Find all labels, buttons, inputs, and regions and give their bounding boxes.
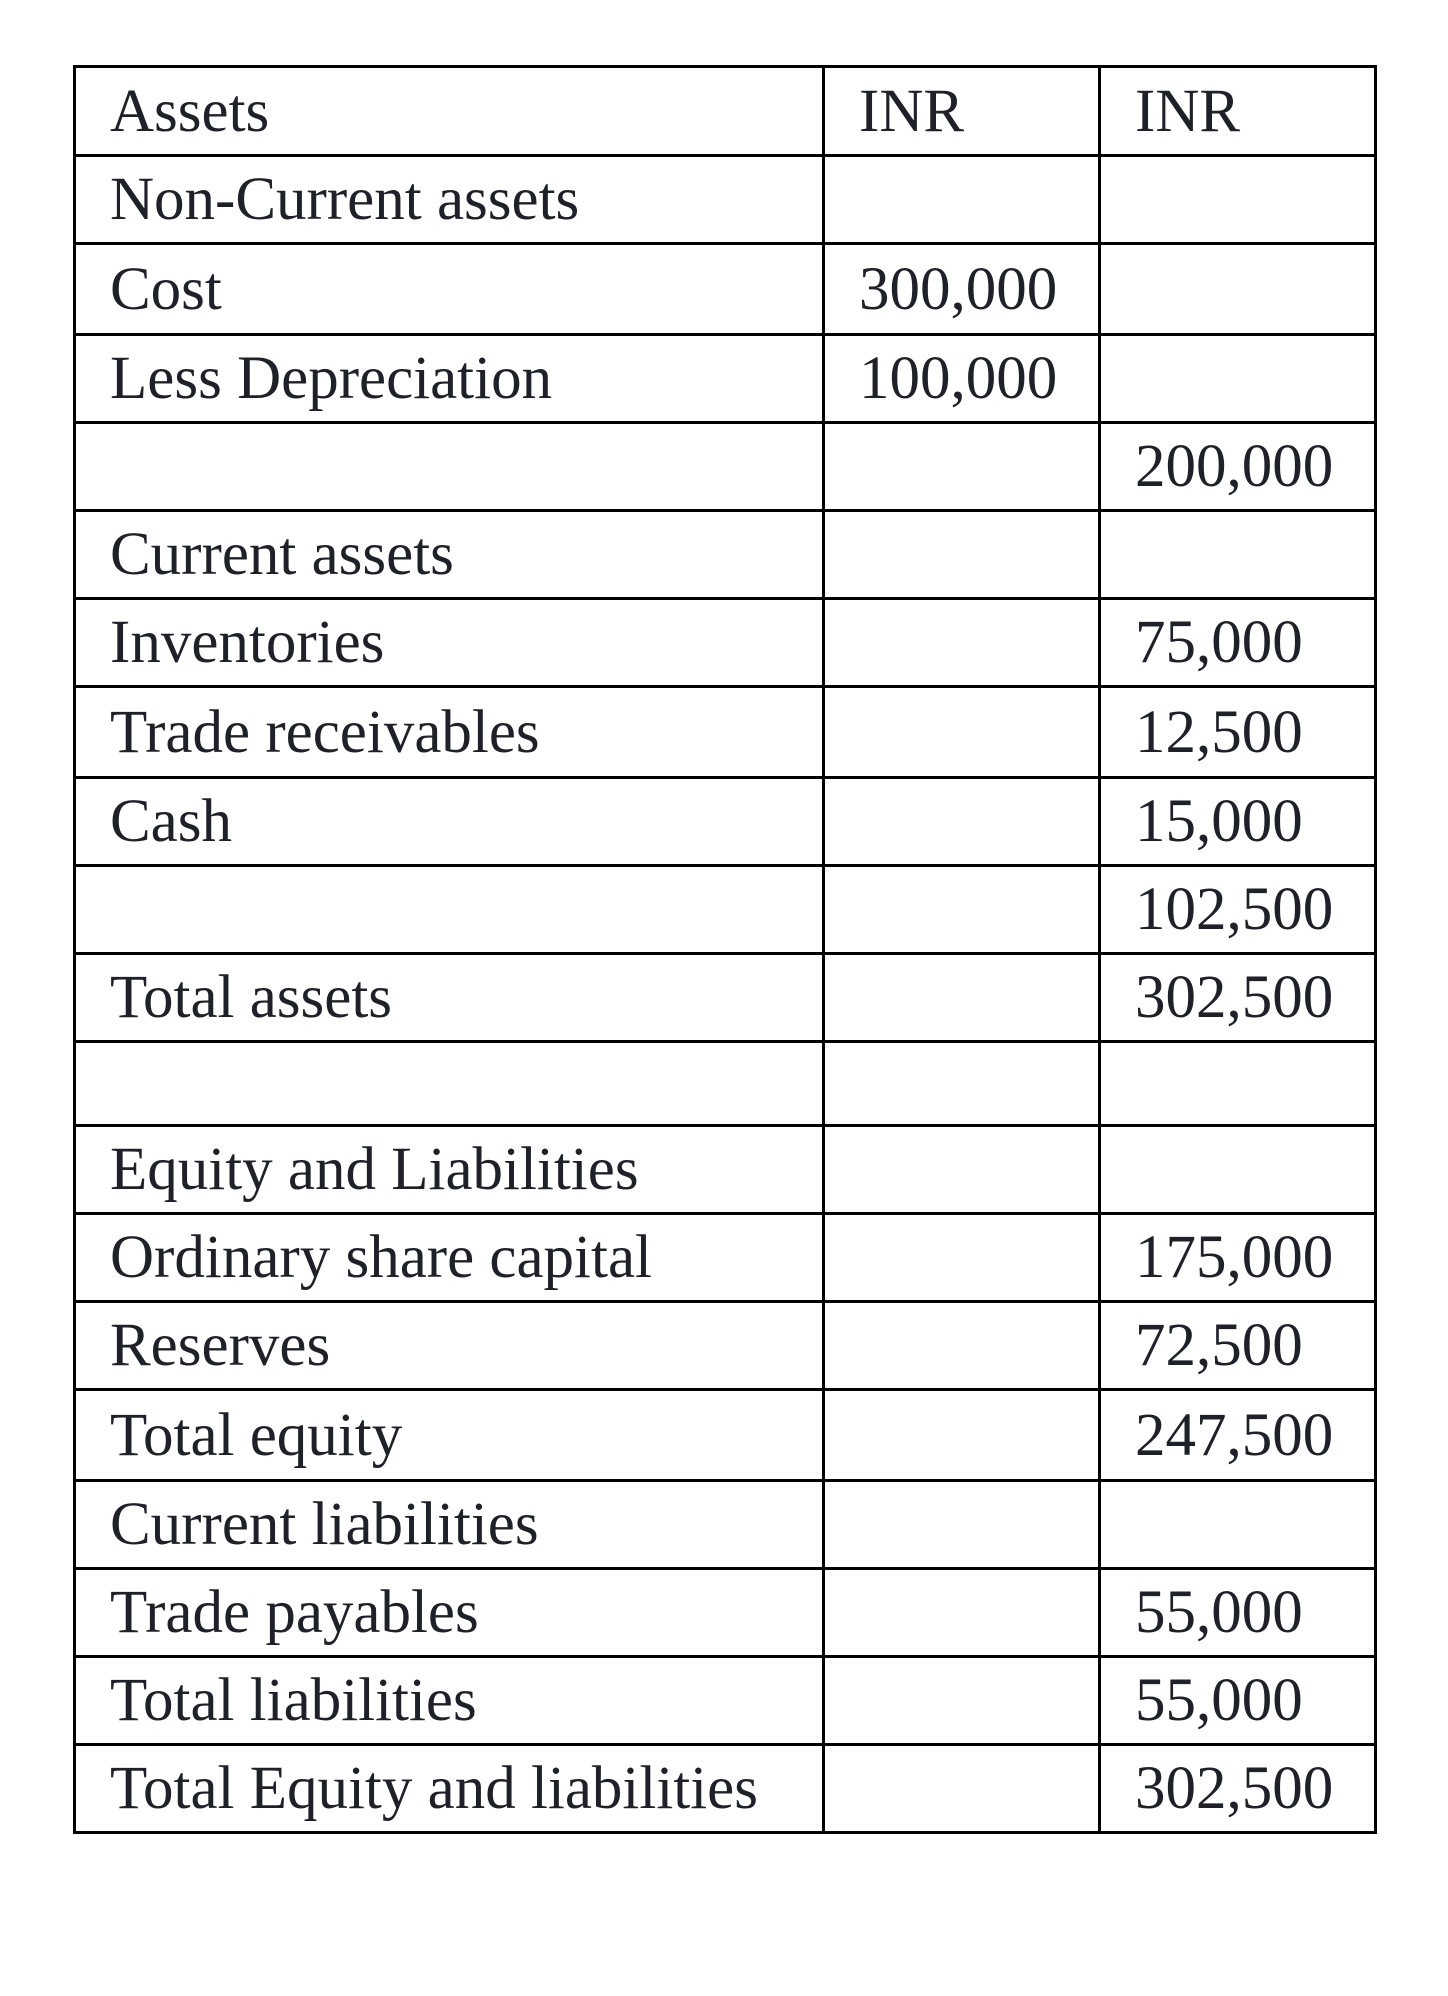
table-row (75, 156, 1376, 244)
table-row (75, 511, 1376, 599)
row-label: Trade receivables (75, 687, 824, 778)
table-row (75, 1214, 1376, 1302)
table-row (75, 1126, 1376, 1214)
inr-column-1-value (824, 1390, 1100, 1481)
inr-column-1-value (824, 1657, 1100, 1745)
row-label: Current liabilities (75, 1481, 824, 1569)
table-row (75, 335, 1376, 423)
row-label: Current assets (75, 511, 824, 599)
table-row (75, 1042, 1376, 1126)
inr-column-2-value: 200,000 (1100, 423, 1376, 511)
inr-column-1-value (824, 1126, 1100, 1214)
inr-column-2-value (1100, 156, 1376, 244)
inr-column-2-value: 55,000 (1100, 1569, 1376, 1657)
inr-column-1-value (824, 1042, 1100, 1126)
inr-column-1-value (824, 954, 1100, 1042)
table-row (75, 599, 1376, 687)
inr-column-2-value (1100, 511, 1376, 599)
inr-column-1-value (824, 156, 1100, 244)
row-label: Ordinary share capital (75, 1214, 824, 1302)
inr-column-2-value (1100, 335, 1376, 423)
row-label: Cash (75, 778, 824, 866)
row-label: Less Depreciation (75, 335, 824, 423)
balance-sheet-table (73, 65, 1377, 1834)
table-row (75, 1569, 1376, 1657)
inr-column-1-value (824, 687, 1100, 778)
row-label: Cost (75, 244, 824, 335)
row-label: Non-Current assets (75, 156, 824, 244)
table-row (75, 954, 1376, 1042)
inr-column-2-value: 102,500 (1100, 866, 1376, 954)
row-label: Total assets (75, 954, 824, 1042)
inr-column-1-value (824, 1569, 1100, 1657)
inr-column-1-value (824, 778, 1100, 866)
inr-column-2-value: 302,500 (1100, 954, 1376, 1042)
row-label: Equity and Liabilities (75, 1126, 824, 1214)
row-label: Reserves (75, 1302, 824, 1390)
inr-column-2-value (1100, 244, 1376, 335)
inr-column-2-value: 175,000 (1100, 1214, 1376, 1302)
inr-column-1-value (824, 511, 1100, 599)
row-label (75, 1042, 824, 1126)
inr-column-2-value: INR (1100, 67, 1376, 156)
inr-column-1-value (824, 866, 1100, 954)
inr-column-2-value (1100, 1042, 1376, 1126)
inr-column-1-value: 100,000 (824, 335, 1100, 423)
table-row (75, 866, 1376, 954)
row-label: Total liabilities (75, 1657, 824, 1745)
inr-column-1-value (824, 1302, 1100, 1390)
inr-column-2-value: 15,000 (1100, 778, 1376, 866)
inr-column-2-value: 302,500 (1100, 1745, 1376, 1833)
table-row (75, 423, 1376, 511)
inr-column-2-value: 75,000 (1100, 599, 1376, 687)
row-label: Total equity (75, 1390, 824, 1481)
inr-column-1-value (824, 599, 1100, 687)
row-label (75, 423, 824, 511)
inr-column-2-value: 247,500 (1100, 1390, 1376, 1481)
row-label: Inventories (75, 599, 824, 687)
inr-column-2-value (1100, 1126, 1376, 1214)
table-row (75, 778, 1376, 866)
table-row (75, 1481, 1376, 1569)
table-row (75, 1657, 1376, 1745)
inr-column-1-value (824, 1214, 1100, 1302)
row-label (75, 866, 824, 954)
table-row (75, 244, 1376, 335)
inr-column-1-value: INR (824, 67, 1100, 156)
table-row (75, 1745, 1376, 1833)
table-row (75, 687, 1376, 778)
inr-column-1-value (824, 1745, 1100, 1833)
inr-column-1-value: 300,000 (824, 244, 1100, 335)
inr-column-1-value (824, 1481, 1100, 1569)
table-row (75, 1302, 1376, 1390)
table-row (75, 1390, 1376, 1481)
balance-sheet-body (75, 67, 1376, 1833)
inr-column-2-value (1100, 1481, 1376, 1569)
row-label: Trade payables (75, 1569, 824, 1657)
inr-column-2-value: 72,500 (1100, 1302, 1376, 1390)
row-label: Total Equity and liabilities (75, 1745, 824, 1833)
inr-column-1-value (824, 423, 1100, 511)
inr-column-2-value: 12,500 (1100, 687, 1376, 778)
header-row (75, 67, 1376, 156)
inr-column-2-value: 55,000 (1100, 1657, 1376, 1745)
row-label: Assets (75, 67, 824, 156)
